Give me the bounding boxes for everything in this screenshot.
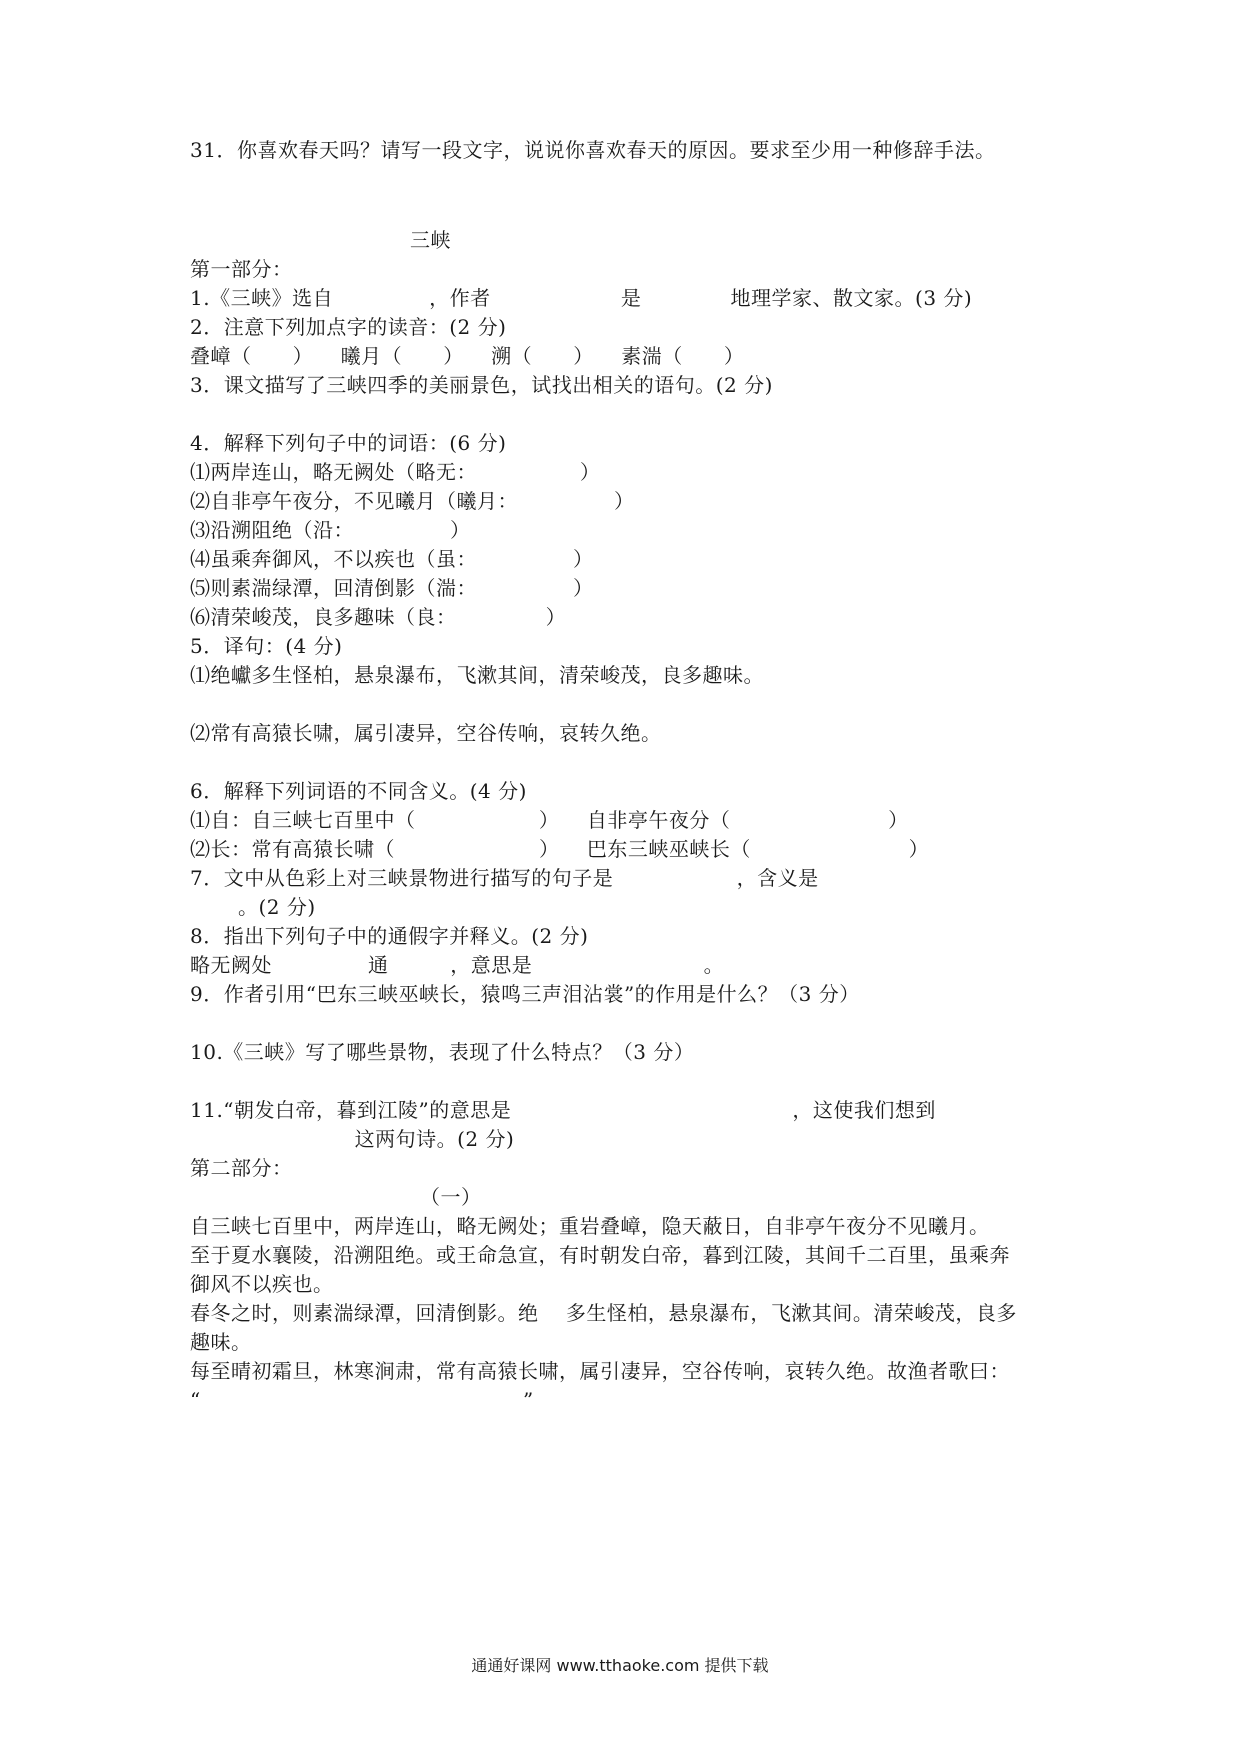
passage-paragraph-2-line-2: 御风不以疾也。 — [190, 1272, 334, 1296]
question-8-continued: 略无阙处 通 ，意思是 。 — [190, 953, 725, 977]
passage-title: 三峡 — [410, 228, 451, 252]
passage-paragraph-3-line-1: 春冬之时，则素湍绿潭，回清倒影。绝 多生怪柏，悬泉瀑布，飞漱其间。清荣峻茂，良多 — [190, 1301, 1017, 1325]
question-31: 31．你喜欢春天吗？请写一段文字，说说你喜欢春天的原因。要求至少用一种修辞手法。 — [190, 138, 996, 162]
question-4-item-2: ⑵自非亭午夜分，不见曦月（曦月： ） — [190, 489, 635, 513]
question-4-item-6: ⑹清荣峻茂，良多趣味（良： ） — [190, 605, 567, 629]
question-4-item-5: ⑸则素湍绿潭，回清倒影（湍： ） — [190, 576, 594, 600]
question-6-item-2: ⑵长：常有高猿长啸（ ） 巴东三峡巫峡长（ ） — [190, 837, 930, 861]
passage-paragraph-2-line-1: 至于夏水襄陵，沿溯阻绝。或王命急宣，有时朝发白帝，暮到江陵，其间千二百里，虽乘奔 — [190, 1243, 1010, 1267]
question-2: 2．注意下列加点字的读音：(2 分) — [190, 315, 507, 339]
question-5: 5．译句：(4 分) — [190, 634, 343, 658]
part-two-heading: 第二部分： — [190, 1156, 293, 1180]
question-10: 10.《三峡》写了哪些景物，表现了什么特点？（3 分） — [190, 1040, 695, 1064]
question-5-item-1: ⑴绝巘多生怪柏，悬泉瀑布，飞漱其间，清荣峻茂，良多趣味。 — [190, 663, 764, 687]
question-5-item-2: ⑵常有高猿长啸，属引凄异，空谷传响，哀转久绝。 — [190, 721, 662, 745]
passage-paragraph-1: 自三峡七百里中，两岸连山，略无阙处；重岩叠嶂，隐天蔽日，自非亭午夜分不见曦月。 — [190, 1214, 990, 1238]
passage-paragraph-4-line-1: 每至晴初霜旦，林寒涧肃，常有高猿长啸，属引凄异，空谷传响，哀转久绝。故渔者歌曰： — [190, 1359, 1010, 1383]
passage-paragraph-3-line-2: 趣味。 — [190, 1330, 252, 1354]
question-8: 8．指出下列句子中的通假字并释义。(2 分) — [190, 924, 589, 948]
passage-paragraph-4-line-2: “ ” — [190, 1388, 534, 1412]
page-footer: 通通好课网 www.tthaoke.com 提供下载 — [471, 1656, 769, 1675]
question-3: 3．课文描写了三峡四季的美丽景色，试找出相关的语句。(2 分) — [190, 373, 773, 397]
question-1: 1.《三峡》选自 ，作者 是 地理学家、散文家。(3 分) — [190, 286, 973, 310]
question-4-item-4: ⑷虽乘奔御风，不以疾也（虽： ） — [190, 547, 594, 571]
section-one-heading: （一） — [420, 1185, 482, 1209]
question-7: 7．文中从色彩上对三峡景物进行描写的句子是 ，含义是 — [190, 866, 819, 890]
question-2-items: 叠嶂（ ） 曦月（ ） 溯（ ） 素湍（ ） — [190, 344, 745, 368]
question-11: 11.“朝发白帝，暮到江陵”的意思是 ，这使我们想到 — [190, 1098, 936, 1122]
question-4-item-3: ⑶沿溯阻绝（沿： ） — [190, 518, 471, 542]
part-one-heading: 第一部分： — [190, 257, 293, 281]
question-11-continued: 这两句诗。(2 分) — [190, 1127, 515, 1151]
question-9: 9．作者引用“巴东三峡巫峡长，猿鸣三声泪沾裳”的作用是什么？（3 分） — [190, 982, 860, 1006]
question-7-continued: 。(2 分) — [190, 895, 316, 919]
question-6-item-1: ⑴自：自三峡七百里中（ ） 自非亭午夜分（ ） — [190, 808, 909, 832]
question-4-item-1: ⑴两岸连山，略无阙处（略无： ） — [190, 460, 601, 484]
question-4: 4．解释下列句子中的词语：(6 分) — [190, 431, 507, 455]
question-6: 6．解释下列词语的不同含义。(4 分) — [190, 779, 527, 803]
